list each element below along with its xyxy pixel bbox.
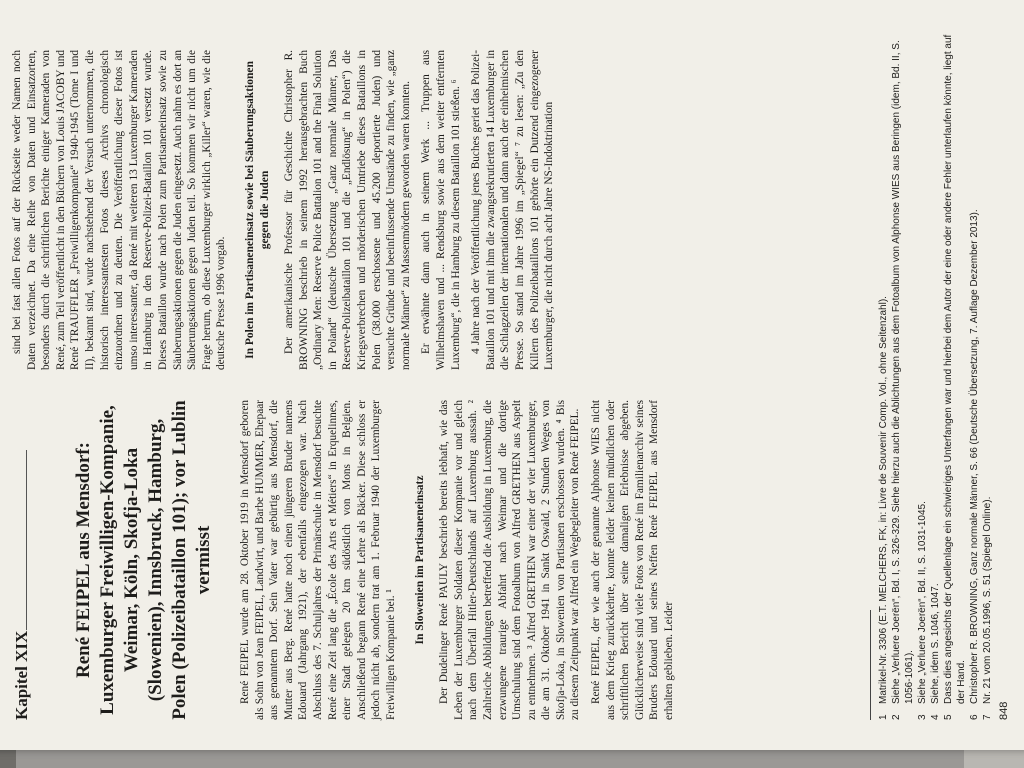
footnote: 2 Siehe „Verluere Joerën“, Bd. I, S. 326-329. Siehe hierzu auch die Ablichtungen aus dem Fotoalbum von Alphonse WIES aus Beringen (idem, Bd. II, S. 1056-1061). bbox=[891, 40, 915, 720]
footnotes bbox=[870, 30, 994, 720]
intro-paragraph: René FEIPEL wurde am 28. Oktober 1919 in Mensdorf geboren als Sohn von Jean FEIPEL, Landwirt, und Barbe HUMMER, Ehepaar aus genanntem Dorf. Sein Vater war gebürtig aus Mensdorf, die Mutter aus Berg. René hatte noch einen jüngeren Bruder namens Edouard (Jahrgang 1921), der ebenfalls eingezogen war. Nach Abschluss des 7. Schuljahres der Primärschule in Mensdorf besuchte René eine Zeit lang die „École des Arts et Métiers“ in Erquelinnes, einer Stadt gelegen 20 km südöstlich von Mons in Belgien. Anschließend begann René eine Lehre als Bäcker. Diese schloss er jedoch nicht ab, sondern trat am 1. Februar 1940 der Luxemburger Freiwilligen Kompanie bei. ¹ bbox=[239, 400, 397, 720]
paragraph: Der amerikanische Professor für Geschichte Christopher R. BROWNING beschrieb in seinem 1992 herausgebrachten Buch „Ordinary Men: Reserve Police Battalion 101 and the Final Solution in Poland“ (deutsche Übersetzung „Ganz normale Männer, Das Reserve-Polizeibataillon 101 und die „Endlösung“ in Polen“) die Kriegsverbrechen und mörderischen Umtriebe dieses Bataillons in Polen (38.000 erschossene und 45.200 deportierte Juden) und versuchte Gründe und beeinflussende Umstände zu finden, wie „ganz normale Männer“ zu Massenmördern geworden waren konnten. bbox=[283, 50, 412, 370]
paragraph: 4 Jahre nach der Veröffentlichung jenes Buches geriet das Polizei-Bataillon 101 und mit ihm die zwangsrekrutierten 14 Luxemburger in die Schlagzeilen der internationalen und dann auch der einheimischen Presse. So stand im Jahre 1996 im „Spiegel“ ⁷ zu lesen: „Zu den Killern des Polizeibataillons 101 gehörte ein Dutzend eingezogener Luxemburger, die nicht durch acht Jahre NS-Indoktrination bbox=[470, 50, 556, 370]
chapter-heading: Kapitel XIX bbox=[12, 630, 31, 720]
paragraph: René FEIPEL, der wie auch der genannte Alphonse WIES nicht aus dem Krieg zurückkehrte, konnte leider keinen mündlichen oder schriftlichen Bericht über seine damaligen Erlebnisse abgeben. Glücklicherweise sind viele Fotos von René im Familienarchiv seines Bruders Edouard und seines Neffen René FEIPEL aus Mensdorf erhalten geblieben. Leider bbox=[590, 400, 676, 720]
page-number: 848 bbox=[998, 701, 1010, 720]
section-heading-poland: In Polen im Partisaneneinsatz sowie bei Säuberungsaktionen gegen die Juden bbox=[243, 61, 271, 359]
footnote-rule bbox=[870, 610, 871, 720]
chapter-rule bbox=[26, 450, 27, 630]
footnote: 4 Siehe, idem S. 1046, 1047. bbox=[930, 583, 941, 720]
article-title: René FEIPEL aus Mensdorf: Luxemburger Freiwilligen-Kompanie, Weimar, Köln, Skofja-Loka (Slowenien), Innsbruck, Hamburg, Polen (Polizeibataillon 101); vor Lublin vermisst bbox=[73, 400, 214, 720]
paragraph: Er erwähnte dann auch in seinem Werk ... Truppen aus Wilhelmshaven und ... Rendsburg sowie aus dem weiter entfernten Luxemburg“, die in Hamburg zu diesem Bataillon 101 stießen. ⁶ bbox=[420, 50, 462, 370]
footnote: 6 Christopher R. BROWNING, Ganz normale Männer, S. 66 (Deutsche Übersetzung, 7. Auflage Dezember 2013). bbox=[969, 209, 980, 720]
footnote: 7 Nr. 21 vom 20.05.1996, S. 51 (Spiegel Online). bbox=[982, 496, 993, 720]
paragraph: sind bei fast allen Fotos auf der Rückseite weder Namen noch Daten verzeichnet. Da eine Reihe von Daten und Einsatzorten, besonders durch die schriftlichen Berichte einiger Kameraden von René, zum Teil veröffentlicht in den Büchern von Louis JACOBY und René TRAUFFLER „Freiwilligenkompanie“ 1940-1945 (Tome I und II), bekannt sind, wurde nachstehend der Versuch unternommen, die historisch interessantesten Fotos dieses Archivs chronologisch einzuordnen und zu deuten. Die Veröffentlichung dieser Fotos ist umso interessanter, da René mit weiteren 13 Luxemburger Kameraden in Hamburg in den Reserve-Polizei-Bataillon 101 versetzt wurde. Dieses Bataillon wurde nach Polen zum Partisaneneinsatz sowie zu Säuberungsaktionen gegen die Juden eingesetzt. Auch nahm es dort an Säuberungsaktionen gegen Juden teil. So kommen wir nicht um die Frage herum, ob diese Luxemburger wirklich „Killer“ waren, wie die deutsche Presse 1996 vorgab. bbox=[11, 50, 228, 370]
footnote: 3 Siehe „Verluere Joerën“, Bd. II, S. 1031-1045. bbox=[917, 501, 928, 720]
right-column bbox=[10, 50, 563, 370]
footnote: 5 Dass dies angesichts der Quellenlage ein schwieriges Unterfangen war und hierbei dem Autor der eine oder andere Fehler unterlaufen könnte, liegt auf der Hand. bbox=[943, 34, 967, 720]
footnote: 1 Matrikel-Nr. 3306 (E.T. MELCHERS, FK, in: Livre de Souvenir Comp. Vol., ohne Seitenzahl). bbox=[878, 296, 889, 720]
left-column bbox=[50, 400, 683, 720]
section-heading-slovenia: In Slowenien im Partisaneneinsatz bbox=[413, 475, 426, 645]
paragraph: Der Dudelinger René PAULY beschrieb bereits lebhaft, wie das Leben der Luxemburger Soldaten dieser Kompanie vor und gleich nach dem Überfall Hitler-Deutschlands auf Luxemburg aussah. ² Zahlreiche Abbildungen betreffend die Ausbildung in Luxemburg, die erzwungene traurige Abfahrt nach Weimar und die dortige Umschulung sind dem Fotoalbum von Alfred GRETHEN aus Aspelt zu entnehmen. ³ Alfred GRETHEN war einer der vier Luxemburger, die am 31. Oktober 1941 in Sankt Oswald, 2 Stunden Weges von Skofja-Loka, in Slowenien von Partisanen erschossen wurden. ⁴ Bis zu diesem Zeitpunkt war Alfred ein Wegbegleiter von René FEIPEL. bbox=[438, 400, 582, 720]
